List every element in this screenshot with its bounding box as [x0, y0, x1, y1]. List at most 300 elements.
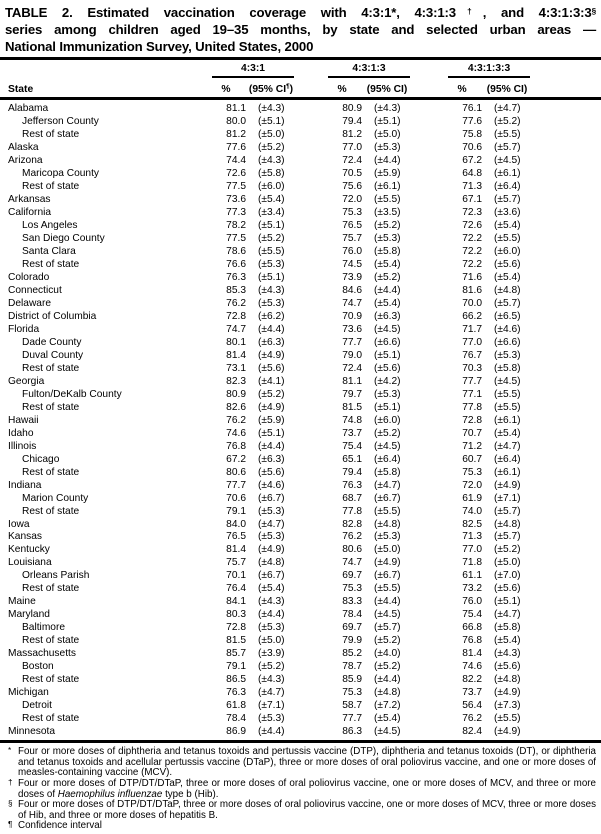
- table-row: [0, 713, 601, 726]
- ci-cell: (±5.3): [258, 505, 285, 517]
- pct-cell: 74.6: [226, 427, 246, 439]
- spacer-cell: [532, 155, 601, 168]
- spacer-cell: [296, 311, 322, 324]
- spacer-cell: [412, 622, 442, 635]
- pct-cell: 70.5: [342, 167, 363, 179]
- spacer-cell: [296, 402, 322, 415]
- state-cell: Jefferson County: [22, 115, 99, 127]
- pct-cell: 72.4: [342, 154, 363, 166]
- pct-cell: 72.2: [462, 245, 483, 257]
- ci-cell: (±5.2): [258, 141, 285, 153]
- ci-cell: (±5.3): [258, 622, 285, 634]
- spacer-cell: [532, 350, 601, 363]
- state-cell: Florida: [8, 323, 40, 335]
- table-row: [0, 142, 601, 155]
- spacer-cell: [532, 713, 601, 726]
- table-row: [0, 454, 601, 467]
- ci-cell: (±6.1): [494, 167, 521, 179]
- spacer-cell: [296, 78, 322, 99]
- ci-cell: (±5.5): [258, 245, 285, 257]
- spacer-cell: [532, 583, 601, 596]
- pct-cell: 71.3: [462, 180, 483, 192]
- ci-cell: (±4.3): [374, 103, 401, 114]
- spacer-cell: [296, 506, 322, 519]
- spacer-cell: [296, 337, 322, 350]
- ci-cell: (±5.2): [374, 427, 401, 439]
- spacer-cell: [532, 544, 601, 557]
- spacer-cell: [412, 116, 442, 129]
- ci-cell: (±7.1): [258, 700, 285, 712]
- header-sub-row: [0, 78, 601, 99]
- spacer-cell: [296, 609, 322, 622]
- ci-cell: (±5.2): [374, 635, 401, 647]
- spacer-cell: [296, 220, 322, 233]
- spacer-cell: [296, 493, 322, 506]
- ci-cell: (±4.9): [494, 687, 521, 699]
- footnote-marker: *: [8, 746, 12, 756]
- spacer-cell: [412, 233, 442, 246]
- pct-cell: 84.6: [342, 284, 363, 296]
- state-cell: Santa Clara: [22, 245, 76, 257]
- spacer-cell: [412, 129, 442, 142]
- ci-cell: (±4.4): [258, 726, 285, 738]
- state-cell: Delaware: [8, 297, 52, 309]
- ci-cell: (±4.8): [494, 284, 521, 296]
- ci-cell: (±4.3): [258, 674, 285, 686]
- table-row: [0, 168, 601, 181]
- ci-cell: (±6.1): [374, 180, 401, 192]
- ci-cell: (±5.8): [374, 245, 401, 257]
- pct-cell: 80.6: [342, 544, 363, 556]
- pct-cell: 73.6: [342, 323, 363, 335]
- pct-cell: 71.6: [462, 271, 483, 283]
- ci-cell: (±5.5): [494, 713, 521, 725]
- ci-cell: (±5.3): [258, 713, 285, 725]
- table-row: [0, 557, 601, 570]
- spacer-cell: [296, 298, 322, 311]
- footnote: § Four or more doses of DTP/DT/DTaP, three or more doses of oral poliovirus vaccine, one or more doses of MCV, three or more doses of Hib, and three or more doses of hepatitis B.: [8, 799, 596, 821]
- table-row: [0, 428, 601, 441]
- spacer-cell: [412, 350, 442, 363]
- state-cell: Duval County: [22, 349, 84, 361]
- table-row: [0, 363, 601, 376]
- pct-cell: 76.2: [462, 713, 483, 725]
- pct-cell: 76.7: [462, 349, 483, 361]
- ci-cell: (±6.3): [258, 336, 285, 348]
- ci-cell: (±5.7): [374, 622, 401, 634]
- ci-cell: (±5.5): [374, 193, 401, 205]
- pct-cell: 82.5: [462, 518, 483, 530]
- pct-cell: 60.7: [462, 453, 483, 465]
- pct-cell: 72.0: [462, 479, 483, 491]
- ci-cell: (±4.6): [494, 323, 521, 335]
- state-cell: San Diego County: [22, 232, 105, 244]
- ci-cell: (±5.1): [374, 115, 401, 127]
- ci-cell: (±4.6): [258, 479, 285, 491]
- table-row: [0, 298, 601, 311]
- spacer-cell: [532, 272, 601, 285]
- spacer-cell: [412, 441, 442, 454]
- pct-cell: 73.7: [342, 427, 363, 439]
- table-row: [0, 544, 601, 557]
- pct-cell: 75.3: [342, 687, 363, 699]
- spacer-cell: [532, 324, 601, 337]
- ci-cell: (±5.1): [258, 219, 285, 231]
- spacer-cell: [412, 376, 442, 389]
- pct-cell: 77.0: [462, 544, 483, 556]
- spacer-cell: [412, 454, 442, 467]
- state-cell: Rest of state: [22, 505, 80, 517]
- pct-cell: 76.0: [342, 245, 363, 257]
- ci-cell: (±5.1): [374, 349, 401, 361]
- ci-cell: (±4.3): [258, 596, 285, 608]
- ci-cell: (±5.3): [374, 388, 401, 400]
- pct-cell: 85.3: [226, 284, 246, 296]
- pct-cell: 80.9: [342, 103, 363, 114]
- pct-cell: 78.4: [342, 609, 363, 621]
- table-row: [0, 674, 601, 687]
- spacer-cell: [296, 324, 322, 337]
- pct-cell: 67.2: [462, 154, 483, 166]
- pct-cell: 79.7: [342, 388, 363, 400]
- pct-cell: 80.9: [226, 388, 246, 400]
- spacer-cell: [532, 311, 601, 324]
- pct-cell: 75.3: [342, 206, 363, 218]
- footnote-marker: †: [8, 778, 13, 788]
- spacer-cell: [532, 376, 601, 389]
- ci-cell: (±3.6): [494, 206, 521, 218]
- table-row: [0, 116, 601, 129]
- pct-cell: 85.7: [226, 648, 246, 660]
- ci-cell: (±5.8): [258, 167, 285, 179]
- spacer-cell: [532, 519, 601, 532]
- ci-cell: (±5.3): [374, 531, 401, 543]
- ci-cell: (±5.2): [258, 661, 285, 673]
- spacer-cell: [532, 363, 601, 376]
- pct-cell: 73.1: [226, 362, 246, 374]
- column-group-4313-label: 4:3:1:3: [328, 63, 410, 78]
- spacer-cell: [412, 99, 442, 116]
- table-row: [0, 415, 601, 428]
- table-row: [0, 337, 601, 350]
- ci-cell: (±5.2): [374, 271, 401, 283]
- pct-cell: 85.9: [342, 674, 363, 686]
- spacer-cell: [412, 337, 442, 350]
- pct-cell: 58.7: [342, 700, 363, 712]
- ci-cell: (±4.8): [258, 557, 285, 569]
- pct-cell: 76.8: [226, 440, 246, 452]
- pct-cell: 78.7: [342, 661, 363, 673]
- pct-cell: 76.4: [226, 583, 246, 595]
- spacer-cell: [412, 428, 442, 441]
- spacer-cell: [296, 168, 322, 181]
- state-cell: Boston: [22, 661, 54, 673]
- state-cell: Massachusetts: [8, 648, 76, 660]
- state-cell: Rest of state: [22, 583, 80, 595]
- ci-cell: (±5.5): [494, 128, 521, 140]
- pct-cell: 76.3: [342, 479, 363, 491]
- spacer-cell: [296, 544, 322, 557]
- ci-cell: (±5.1): [494, 596, 521, 608]
- table-row: [0, 531, 601, 544]
- spacer-cell: [412, 415, 442, 428]
- pct-cell: 78.6: [226, 245, 246, 257]
- pct-cell: 79.0: [342, 349, 363, 361]
- ci-cell: (±6.7): [374, 570, 401, 582]
- pct-cell: 81.2: [342, 128, 363, 140]
- spacer-cell: [296, 531, 322, 544]
- pct-cell: 76.8: [462, 635, 483, 647]
- pct-cell: 70.0: [462, 297, 483, 309]
- pct-cell: 61.1: [462, 570, 483, 582]
- spacer-cell: [412, 246, 442, 259]
- pct-cell: 81.4: [462, 648, 483, 660]
- pct-cell: 74.8: [342, 414, 363, 426]
- spacer-cell: [412, 700, 442, 713]
- table-row: [0, 661, 601, 674]
- spacer-cell: [412, 363, 442, 376]
- pct-cell: 82.2: [462, 674, 483, 686]
- column-group-43133: [442, 60, 532, 78]
- table-row: [0, 583, 601, 596]
- state-cell: Rest of state: [22, 713, 80, 725]
- pct-cell: 77.7: [462, 375, 483, 387]
- pct-cell: 79.1: [226, 661, 246, 673]
- ci-cell: (±6.5): [494, 310, 521, 322]
- ci-cell: (±5.6): [374, 362, 401, 374]
- spacer-cell: [296, 661, 322, 674]
- spacer-cell: [532, 168, 601, 181]
- spacer-cell: [412, 311, 442, 324]
- pct-cell: 72.8: [226, 622, 246, 634]
- pct-cell: 77.3: [226, 206, 246, 218]
- pct-cell: 76.0: [462, 596, 483, 608]
- pct-cell: 85.2: [342, 648, 363, 660]
- spacer-cell: [412, 60, 442, 78]
- ci-cell: (±4.7): [374, 479, 401, 491]
- ci-cell: (±4.4): [258, 609, 285, 621]
- ci-cell: (±6.7): [258, 492, 285, 504]
- pct-cell: 74.7: [226, 323, 246, 335]
- spacer-cell: [296, 480, 322, 493]
- table-row: [0, 726, 601, 739]
- ci-cell: (±5.7): [494, 193, 521, 205]
- ci-cell: (±5.7): [494, 505, 521, 517]
- spacer-cell: [532, 700, 601, 713]
- spacer-cell: [296, 259, 322, 272]
- spacer-cell: [412, 648, 442, 661]
- ci-cell: (±7.2): [374, 700, 401, 712]
- ci-cell: (±4.8): [374, 687, 401, 699]
- pct-cell: 82.8: [342, 518, 363, 530]
- pct-cell: 71.7: [462, 323, 483, 335]
- ci-cell: (±7.0): [494, 570, 521, 582]
- ci-cell: (±7.3): [494, 700, 521, 712]
- ci-cell: (±4.7): [494, 609, 521, 621]
- state-cell: Kentucky: [8, 544, 50, 556]
- pct-cell: 81.5: [342, 401, 363, 413]
- state-cell: Alabama: [8, 103, 49, 114]
- ci-cell: (±5.2): [374, 661, 401, 673]
- pct-cell: 80.6: [226, 466, 246, 478]
- spacer-cell: [532, 687, 601, 700]
- spacer-cell: [532, 674, 601, 687]
- state-cell: Minnesota: [8, 726, 56, 738]
- footnotes: [0, 743, 601, 832]
- spacer-cell: [412, 726, 442, 739]
- pct-cell: 76.6: [226, 258, 246, 270]
- spacer-cell: [296, 99, 322, 116]
- state-column-header: State: [0, 78, 206, 99]
- pct-cell: 72.8: [462, 414, 483, 426]
- state-cell: Rest of state: [22, 180, 80, 192]
- table-row: [0, 635, 601, 648]
- pct-cell: 86.5: [226, 674, 246, 686]
- ci-cell: (±5.8): [494, 622, 521, 634]
- state-cell: Illinois: [8, 440, 37, 452]
- pct-cell: 81.2: [226, 128, 246, 140]
- pct-cell: 81.5: [226, 635, 246, 647]
- spacer-cell: [296, 363, 322, 376]
- state-cell: Iowa: [8, 518, 30, 530]
- pct-cell: 79.1: [226, 505, 246, 517]
- ci-cell: (±6.4): [494, 453, 521, 465]
- pct-cell: 81.6: [462, 284, 483, 296]
- pct-cell: 77.0: [342, 141, 363, 153]
- pct-cell: 76.3: [226, 687, 246, 699]
- spacer-cell: [412, 259, 442, 272]
- spacer-cell: [532, 233, 601, 246]
- ci-cell: (±4.4): [258, 440, 285, 452]
- ci-cell: (±6.1): [494, 414, 521, 426]
- spacer-cell: [532, 402, 601, 415]
- pct-cell: 81.4: [226, 544, 246, 556]
- pct-cell: 71.8: [462, 557, 483, 569]
- state-cell: Rest of state: [22, 258, 80, 270]
- ci-cell: (±4.4): [258, 323, 285, 335]
- ci-cell: (±5.1): [374, 401, 401, 413]
- ci-cell: (±5.6): [494, 583, 521, 595]
- state-cell: Arkansas: [8, 193, 51, 205]
- ci-cell: (±5.3): [374, 141, 401, 153]
- spacer-cell: [412, 181, 442, 194]
- table-row: [0, 687, 601, 700]
- spacer-cell: [412, 493, 442, 506]
- spacer-cell: [412, 480, 442, 493]
- spacer-cell: [296, 674, 322, 687]
- spacer-cell: [532, 570, 601, 583]
- table-row: [0, 519, 601, 532]
- pct-cell: 73.7: [462, 687, 483, 699]
- spacer-cell: [532, 207, 601, 220]
- table-row: [0, 220, 601, 233]
- pct-cell: 77.7: [226, 479, 246, 491]
- pct-cell: 78.2: [226, 219, 246, 231]
- ci-cell: (±5.2): [258, 388, 285, 400]
- pct-cell: 69.7: [342, 570, 363, 582]
- table-row: [0, 700, 601, 713]
- state-cell: Rest of state: [22, 674, 80, 686]
- ci-cell: (±5.9): [258, 414, 285, 426]
- spacer-cell: [532, 622, 601, 635]
- ci-cell: (±4.0): [374, 648, 401, 660]
- table-body: [0, 99, 601, 740]
- spacer-cell: [296, 129, 322, 142]
- ci-cell: (±5.3): [258, 297, 285, 309]
- spacer-cell: [296, 454, 322, 467]
- spacer-cell: [532, 648, 601, 661]
- ci-cell: (±5.2): [494, 544, 521, 556]
- ci-cell: (±6.6): [374, 336, 401, 348]
- spacer-cell: [296, 441, 322, 454]
- spacer-cell: [532, 506, 601, 519]
- ci-cell: (±5.4): [374, 258, 401, 270]
- pct-cell: 71.2: [462, 440, 483, 452]
- pct-cell: 74.6: [462, 661, 483, 673]
- pct-cell: 73.9: [342, 271, 363, 283]
- pct-cell: 75.4: [462, 609, 483, 621]
- spacer-cell: [532, 78, 601, 99]
- pct-cell: 68.7: [342, 492, 363, 504]
- spacer-cell: [412, 78, 442, 99]
- state-cell: California: [8, 206, 52, 218]
- state-cell: Kansas: [8, 531, 42, 543]
- spacer-cell: [296, 233, 322, 246]
- pct-cell: 71.3: [462, 531, 483, 543]
- ci-cell: (±6.4): [494, 180, 521, 192]
- spacer-cell: [532, 99, 601, 116]
- pct-cell: 77.1: [462, 388, 483, 400]
- spacer-cell: [0, 60, 206, 78]
- spacer-cell: [412, 583, 442, 596]
- pct-cell: 70.9: [342, 310, 363, 322]
- spacer-cell: [296, 713, 322, 726]
- header-group-row: [0, 60, 601, 78]
- ci-cell: (±4.2): [374, 375, 401, 387]
- spacer-cell: [412, 324, 442, 337]
- pct-cell: 74.5: [342, 258, 363, 270]
- pct-cell: 80.0: [226, 115, 246, 127]
- spacer-cell: [296, 207, 322, 220]
- spacer-cell: [296, 428, 322, 441]
- ci-cell: (±4.1): [258, 375, 285, 387]
- pct-cell: 61.9: [462, 492, 483, 504]
- vaccination-coverage-table: [0, 60, 601, 739]
- ci-cell: (±4.9): [258, 401, 285, 413]
- ci-cell: (±4.7): [258, 687, 285, 699]
- footnote-marker: §: [8, 799, 13, 809]
- table-row: [0, 155, 601, 168]
- pct-cell: 76.5: [226, 531, 246, 543]
- pct-cell: 72.8: [226, 310, 246, 322]
- pct-cell: 84.1: [226, 596, 246, 608]
- spacer-cell: [296, 246, 322, 259]
- spacer-cell: [296, 726, 322, 739]
- pct-cell: 86.3: [342, 726, 363, 738]
- state-cell: Fulton/DeKalb County: [22, 388, 122, 400]
- spacer-cell: [532, 454, 601, 467]
- pct-cell: 74.0: [462, 505, 483, 517]
- pct-cell: 76.3: [226, 271, 246, 283]
- spacer-cell: [412, 661, 442, 674]
- pct-cell: 80.1: [226, 336, 246, 348]
- spacer-cell: [532, 726, 601, 739]
- pct-cell: 75.7: [226, 557, 246, 569]
- spacer-cell: [532, 609, 601, 622]
- ci-cell: (±6.2): [258, 310, 285, 322]
- spacer-cell: [412, 142, 442, 155]
- spacer-cell: [532, 285, 601, 298]
